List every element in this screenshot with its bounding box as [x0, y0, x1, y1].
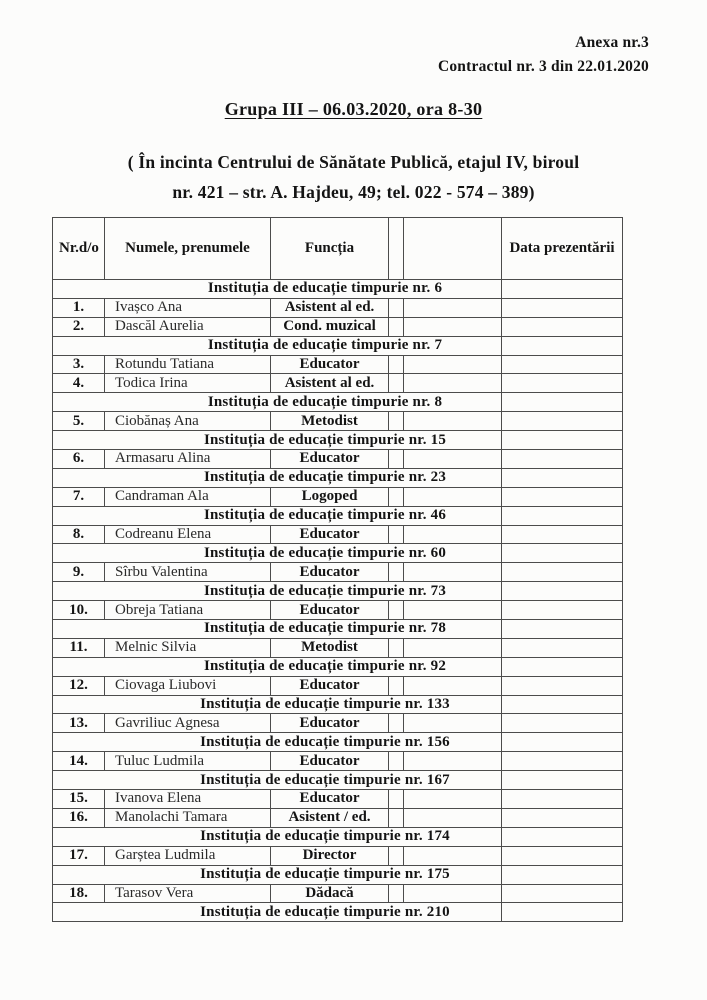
empty-cell: [389, 601, 404, 620]
empty-cell: [404, 450, 502, 469]
empty-cell: [389, 676, 404, 695]
person-number-cell: 2.: [53, 317, 105, 336]
person-number-cell: 13.: [53, 714, 105, 733]
date-prezentarii-cell: [502, 865, 623, 884]
empty-cell: [404, 884, 502, 903]
person-number-cell: 7.: [53, 487, 105, 506]
date-prezentarii-cell: [502, 280, 623, 299]
person-number-cell: 11.: [53, 638, 105, 657]
column-header-date: Data prezentării: [502, 218, 623, 280]
date-prezentarii-cell: [502, 827, 623, 846]
institution-row: [53, 620, 623, 639]
person-row: [53, 355, 623, 374]
date-prezentarii-cell: [502, 355, 623, 374]
date-prezentarii-cell: [502, 468, 623, 487]
institution-name: Instituția de educație timpurie nr. 156: [53, 733, 502, 752]
date-prezentarii-cell: [502, 752, 623, 771]
person-function-cell: Asistent al ed.: [271, 374, 389, 393]
column-header-function: Funcția: [271, 218, 389, 280]
person-number-cell: 12.: [53, 676, 105, 695]
person-number-cell: 4.: [53, 374, 105, 393]
person-function-cell: Educator: [271, 676, 389, 695]
person-row: [53, 317, 623, 336]
person-number-cell: 5.: [53, 412, 105, 431]
person-name-cell: Gavriliuc Agnesa: [105, 714, 271, 733]
date-prezentarii-cell: [502, 298, 623, 317]
person-row: [53, 525, 623, 544]
person-row: [53, 752, 623, 771]
empty-cell: [404, 317, 502, 336]
person-function-cell: Educator: [271, 563, 389, 582]
person-row: [53, 846, 623, 865]
institution-name: Instituția de educație timpurie nr. 7: [53, 336, 502, 355]
date-prezentarii-cell: [502, 903, 623, 922]
person-row: [53, 563, 623, 582]
empty-cell: [389, 487, 404, 506]
person-row: [53, 638, 623, 657]
date-prezentarii-cell: [502, 563, 623, 582]
person-function-cell: Metodist: [271, 638, 389, 657]
institution-name: Instituția de educație timpurie nr. 133: [53, 695, 502, 714]
person-number-cell: 15.: [53, 790, 105, 809]
date-prezentarii-cell: [502, 620, 623, 639]
institution-row: [53, 657, 623, 676]
empty-cell: [404, 298, 502, 317]
person-number-cell: 8.: [53, 525, 105, 544]
date-prezentarii-cell: [502, 846, 623, 865]
institution-row: [53, 336, 623, 355]
empty-cell: [404, 525, 502, 544]
person-number-cell: 3.: [53, 355, 105, 374]
institution-name: Instituția de educație timpurie nr. 78: [53, 620, 502, 639]
empty-cell: [389, 884, 404, 903]
person-name-cell: Ivanova Elena: [105, 790, 271, 809]
empty-cell: [389, 846, 404, 865]
location-note-line1: ( În incinta Centrului de Sănătate Publică, etajul IV, biroul: [127, 152, 580, 172]
date-prezentarii-cell: [502, 714, 623, 733]
date-prezentarii-cell: [502, 733, 623, 752]
date-prezentarii-cell: [502, 601, 623, 620]
empty-cell: [389, 563, 404, 582]
institution-row: [53, 544, 623, 563]
person-function-cell: Educator: [271, 790, 389, 809]
person-name-cell: Rotundu Tatiana: [105, 355, 271, 374]
institution-row: [53, 903, 623, 922]
institution-name: Instituția de educație timpurie nr. 210: [53, 903, 502, 922]
person-name-cell: Candraman Ala: [105, 487, 271, 506]
institution-name: Instituția de educație timpurie nr. 8: [53, 393, 502, 412]
empty-cell: [389, 752, 404, 771]
person-name-cell: Obreja Tatiana: [105, 601, 271, 620]
person-name-cell: Armasaru Alina: [105, 450, 271, 469]
empty-cell: [404, 374, 502, 393]
empty-cell: [404, 676, 502, 695]
person-function-cell: Educator: [271, 601, 389, 620]
attendance-table: [52, 217, 623, 922]
column-header-empty-1: [389, 218, 404, 280]
empty-cell: [389, 638, 404, 657]
group-title: Grupa III – 06.03.2020, ora 8-30: [224, 99, 483, 119]
institution-name: Instituția de educație timpurie nr. 46: [53, 506, 502, 525]
person-row: [53, 790, 623, 809]
empty-cell: [389, 808, 404, 827]
column-header-empty-2: [404, 218, 502, 280]
date-prezentarii-cell: [502, 657, 623, 676]
annex-number: Anexa nr.3: [575, 34, 649, 51]
date-prezentarii-cell: [502, 676, 623, 695]
person-name-cell: Sîrbu Valentina: [105, 563, 271, 582]
person-name-cell: Ivașco Ana: [105, 298, 271, 317]
empty-cell: [389, 714, 404, 733]
date-prezentarii-cell: [502, 317, 623, 336]
empty-cell: [404, 790, 502, 809]
empty-cell: [404, 752, 502, 771]
date-prezentarii-cell: [502, 336, 623, 355]
person-name-cell: Garștea Ludmila: [105, 846, 271, 865]
institution-row: [53, 431, 623, 450]
person-name-cell: Dascăl Aurelia: [105, 317, 271, 336]
empty-cell: [389, 412, 404, 431]
date-prezentarii-cell: [502, 808, 623, 827]
empty-cell: [389, 355, 404, 374]
empty-cell: [404, 601, 502, 620]
person-number-cell: 1.: [53, 298, 105, 317]
institution-name: Instituția de educație timpurie nr. 15: [53, 431, 502, 450]
person-row: [53, 714, 623, 733]
person-function-cell: Educator: [271, 525, 389, 544]
person-row: [53, 676, 623, 695]
person-row: [53, 450, 623, 469]
person-function-cell: Asistent al ed.: [271, 298, 389, 317]
person-function-cell: Educator: [271, 714, 389, 733]
person-name-cell: Tuluc Ludmila: [105, 752, 271, 771]
location-note: [0, 147, 707, 207]
person-function-cell: Logoped: [271, 487, 389, 506]
date-prezentarii-cell: [502, 771, 623, 790]
contract-number: Contractul nr. 3 din 22.01.2020: [437, 57, 649, 75]
institution-name: Instituția de educație timpurie nr. 92: [53, 657, 502, 676]
table-body: [53, 280, 623, 922]
person-name-cell: Ciovaga Liubovi: [105, 676, 271, 695]
person-row: [53, 487, 623, 506]
person-name-cell: Melnic Silvia: [105, 638, 271, 657]
person-number-cell: 18.: [53, 884, 105, 903]
date-prezentarii-cell: [502, 790, 623, 809]
date-prezentarii-cell: [502, 884, 623, 903]
institution-row: [53, 771, 623, 790]
person-row: [53, 808, 623, 827]
person-name-cell: Todica Irina: [105, 374, 271, 393]
institution-name: Instituția de educație timpurie nr. 60: [53, 544, 502, 563]
person-row: [53, 298, 623, 317]
institution-row: [53, 865, 623, 884]
institution-name: Instituția de educație timpurie nr. 23: [53, 468, 502, 487]
institution-row: [53, 393, 623, 412]
person-name-cell: Tarasov Vera: [105, 884, 271, 903]
empty-cell: [389, 317, 404, 336]
empty-cell: [404, 355, 502, 374]
date-prezentarii-cell: [502, 412, 623, 431]
person-number-cell: 10.: [53, 601, 105, 620]
institution-row: [53, 695, 623, 714]
date-prezentarii-cell: [502, 638, 623, 657]
person-function-cell: Educator: [271, 752, 389, 771]
empty-cell: [389, 298, 404, 317]
person-number-cell: 17.: [53, 846, 105, 865]
person-number-cell: 16.: [53, 808, 105, 827]
person-row: [53, 412, 623, 431]
empty-cell: [404, 846, 502, 865]
institution-row: [53, 468, 623, 487]
person-name-cell: Codreanu Elena: [105, 525, 271, 544]
column-header-nr: Nr.d/o: [53, 218, 105, 280]
person-function-cell: Educator: [271, 355, 389, 374]
empty-cell: [389, 374, 404, 393]
empty-cell: [404, 714, 502, 733]
person-row: [53, 374, 623, 393]
institution-row: [53, 733, 623, 752]
empty-cell: [404, 638, 502, 657]
empty-cell: [389, 450, 404, 469]
column-header-name: Numele, prenumele: [105, 218, 271, 280]
person-function-cell: Educator: [271, 450, 389, 469]
empty-cell: [389, 525, 404, 544]
date-prezentarii-cell: [502, 544, 623, 563]
date-prezentarii-cell: [502, 393, 623, 412]
empty-cell: [404, 808, 502, 827]
date-prezentarii-cell: [502, 582, 623, 601]
location-note-line2: nr. 421 – str. A. Hajdeu, 49; tel. 022 - 574 – 389): [172, 182, 535, 203]
empty-cell: [404, 563, 502, 582]
empty-cell: [404, 412, 502, 431]
institution-name: Instituția de educație timpurie nr. 175: [53, 865, 502, 884]
date-prezentarii-cell: [502, 525, 623, 544]
date-prezentarii-cell: [502, 431, 623, 450]
corner-annotation: [438, 31, 649, 78]
person-function-cell: Dădacă: [271, 884, 389, 903]
date-prezentarii-cell: [502, 374, 623, 393]
person-function-cell: Metodist: [271, 412, 389, 431]
date-prezentarii-cell: [502, 450, 623, 469]
person-function-cell: Cond. muzical: [271, 317, 389, 336]
institution-name: Instituția de educație timpurie nr. 73: [53, 582, 502, 601]
institution-row: [53, 582, 623, 601]
date-prezentarii-cell: [502, 695, 623, 714]
person-function-cell: Director: [271, 846, 389, 865]
date-prezentarii-cell: [502, 487, 623, 506]
empty-cell: [404, 487, 502, 506]
table-header-row: [53, 218, 623, 280]
person-number-cell: 9.: [53, 563, 105, 582]
person-number-cell: 6.: [53, 450, 105, 469]
institution-name: Instituția de educație timpurie nr. 6: [53, 280, 502, 299]
institution-name: Instituția de educație timpurie nr. 167: [53, 771, 502, 790]
institution-row: [53, 280, 623, 299]
empty-cell: [389, 790, 404, 809]
institution-row: [53, 827, 623, 846]
person-function-cell: Asistent / ed.: [271, 808, 389, 827]
person-row: [53, 601, 623, 620]
institution-row: [53, 506, 623, 525]
person-name-cell: Manolachi Tamara: [105, 808, 271, 827]
person-number-cell: 14.: [53, 752, 105, 771]
date-prezentarii-cell: [502, 506, 623, 525]
person-row: [53, 884, 623, 903]
institution-name: Instituția de educație timpurie nr. 174: [53, 827, 502, 846]
person-name-cell: Ciobănaș Ana: [105, 412, 271, 431]
